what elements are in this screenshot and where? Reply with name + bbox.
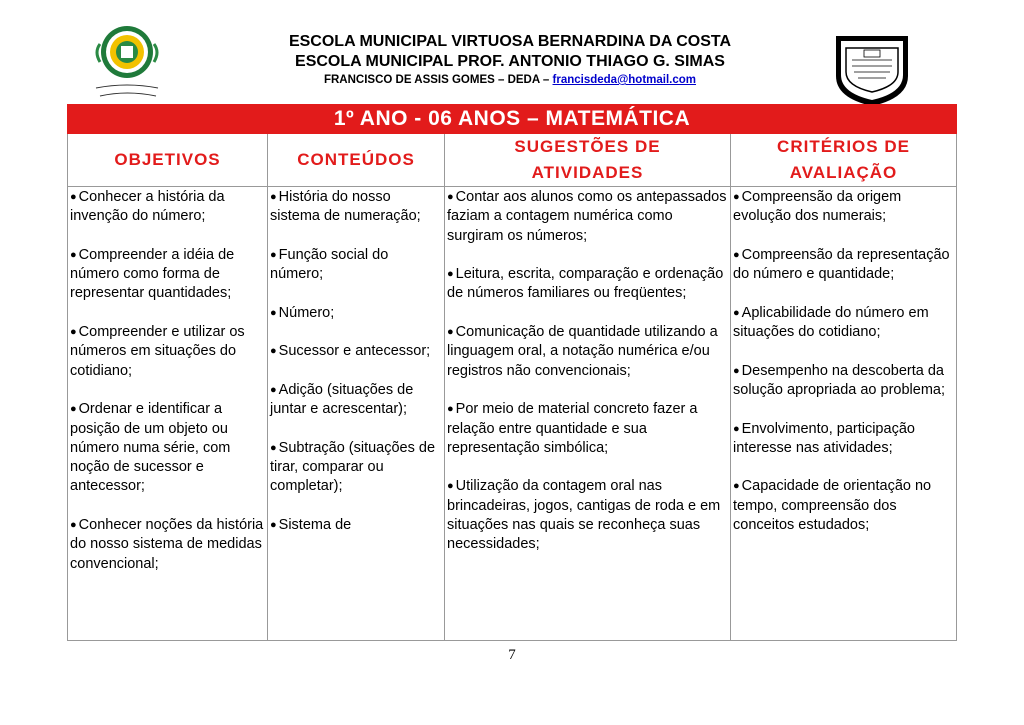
criterios-cell bbox=[731, 187, 957, 641]
list-item bbox=[70, 246, 265, 304]
list-item bbox=[70, 516, 265, 574]
list-item-text: Utilização da contagem oral nas brincadeiras, jogos, cantigas de roda e em situações nas quais se reconheça suas necessidades; bbox=[447, 478, 721, 553]
column-header-atividades: SUGESTÕES DE ATIVIDADES bbox=[445, 134, 731, 187]
list-item-text: Por meio de material concreto fazer a relação entre quantidade e sua representação simbólica; bbox=[447, 401, 698, 456]
conteudos-cell bbox=[268, 187, 445, 641]
curriculum-table bbox=[67, 104, 957, 641]
list-item-text: História do nosso sistema de numeração; bbox=[270, 189, 421, 225]
column-header-objetivos: OBJETIVOS bbox=[68, 134, 268, 187]
list-item bbox=[270, 304, 442, 323]
list-item-text: Leitura, escrita, comparação e ordenação de números familiares ou freqüentes; bbox=[447, 266, 724, 302]
list-item bbox=[733, 420, 954, 459]
list-item-text: Número; bbox=[278, 304, 335, 321]
list-item bbox=[270, 381, 442, 420]
list-item-text: Sistema de bbox=[278, 517, 352, 534]
list-item bbox=[270, 439, 442, 497]
list-item bbox=[270, 516, 442, 535]
bullet-icon: ● bbox=[270, 383, 277, 396]
table-title: 1º ANO - 06 ANOS – MATEMÁTICA bbox=[68, 105, 957, 134]
list-item bbox=[70, 188, 265, 227]
school-name-line-1: ESCOLA MUNICIPAL VIRTUOSA BERNARDINA DA COSTA bbox=[288, 33, 732, 50]
school-name-line-2: ESCOLA MUNICIPAL PROF. ANTONIO THIAGO G. SIMAS bbox=[295, 53, 725, 70]
list-item bbox=[447, 477, 728, 554]
list-item bbox=[270, 188, 442, 227]
bullet-icon: ● bbox=[70, 248, 77, 261]
bullet-icon: ● bbox=[270, 441, 277, 454]
list-item bbox=[733, 304, 954, 343]
bullet-icon: ● bbox=[270, 519, 277, 532]
school-shield-right-logo bbox=[830, 26, 914, 110]
list-item-text: Comunicação de quantidade utilizando a linguagem oral, a notação numérica e/ou registros não convencionais; bbox=[447, 324, 718, 379]
list-item-text: Sucessor e antecessor; bbox=[278, 343, 431, 360]
bullet-icon: ● bbox=[447, 268, 454, 281]
bullet-icon: ● bbox=[270, 306, 277, 319]
bullet-icon: ● bbox=[447, 403, 454, 416]
list-item bbox=[447, 188, 728, 246]
list-item bbox=[70, 323, 265, 381]
objetivos-cell bbox=[68, 187, 268, 641]
list-item bbox=[447, 265, 728, 304]
school-crest-left-logo bbox=[86, 22, 168, 102]
bullet-icon: ● bbox=[447, 191, 454, 203]
bullet-icon: ● bbox=[447, 480, 454, 493]
list-item bbox=[733, 362, 954, 401]
list-item-text: Compreender a idéia de número como forma de representar quantidades; bbox=[70, 246, 235, 302]
list-item-text: Conhecer a história da invenção do número; bbox=[70, 189, 225, 225]
bullet-icon: ● bbox=[733, 306, 740, 319]
page-number: 7 bbox=[508, 647, 516, 663]
list-item-text: Capacidade de orientação no tempo, compreensão dos conceitos estudados; bbox=[733, 478, 932, 534]
list-item-text: Desempenho na descoberta da solução apropriada ao problema; bbox=[733, 362, 945, 398]
list-item bbox=[270, 342, 442, 361]
bullet-icon: ● bbox=[270, 248, 277, 261]
bullet-icon: ● bbox=[733, 191, 740, 203]
list-item bbox=[447, 323, 728, 381]
bullet-icon: ● bbox=[70, 519, 77, 532]
list-item bbox=[270, 246, 442, 285]
bullet-icon: ● bbox=[733, 480, 740, 493]
list-item-text: Função social do número; bbox=[270, 246, 389, 283]
list-item-text: Aplicabilidade do número em situações do cotidiano; bbox=[733, 304, 929, 341]
bullet-icon: ● bbox=[447, 326, 454, 339]
list-item-text: Envolvimento, participação interesse nas atividades; bbox=[733, 420, 915, 456]
bullet-icon: ● bbox=[733, 422, 740, 435]
bullet-icon: ● bbox=[70, 403, 77, 416]
list-item-text: Compreender e utilizar os números em situações do cotidiano; bbox=[70, 324, 245, 379]
bullet-icon: ● bbox=[70, 191, 77, 203]
list-item-text: Contar aos alunos como os antepassados faziam a contagem numérica como surgiram os números; bbox=[447, 189, 727, 244]
list-item bbox=[733, 188, 954, 227]
bullet-icon: ● bbox=[270, 191, 277, 203]
list-item bbox=[447, 400, 728, 458]
atividades-cell bbox=[445, 187, 731, 641]
list-item bbox=[733, 477, 954, 535]
list-item-text: Conhecer noções da história do nosso sistema de medidas convencional; bbox=[70, 517, 264, 572]
bullet-icon: ● bbox=[270, 345, 277, 358]
column-header-criterios: CRITÉRIOS DE AVALIAÇÃO bbox=[731, 134, 957, 187]
list-item-text: Compreensão da origem evolução dos numerais; bbox=[733, 189, 902, 225]
list-item bbox=[70, 400, 265, 496]
bullet-icon: ● bbox=[733, 248, 740, 261]
author-line bbox=[230, 74, 790, 86]
bullet-icon: ● bbox=[70, 326, 77, 339]
column-header-conteudos: CONTEÚDOS bbox=[268, 134, 445, 187]
author-name: FRANCISCO DE ASSIS GOMES – DEDA – bbox=[323, 74, 553, 86]
list-item bbox=[733, 246, 954, 285]
list-item-text: Compreensão da representação do número e quantidade; bbox=[733, 246, 950, 283]
list-item-text: Adição (situações de juntar e acrescentar); bbox=[270, 381, 414, 418]
list-item-text: Subtração (situações de tirar, comparar ou completar); bbox=[270, 439, 436, 495]
author-email-link[interactable]: francisdeda@hotmail.com bbox=[552, 74, 697, 86]
list-item-text: Ordenar e identificar a posição de um objeto ou número numa série, com noção de sucessor e antecessor; bbox=[70, 401, 231, 495]
bullet-icon: ● bbox=[733, 364, 740, 377]
